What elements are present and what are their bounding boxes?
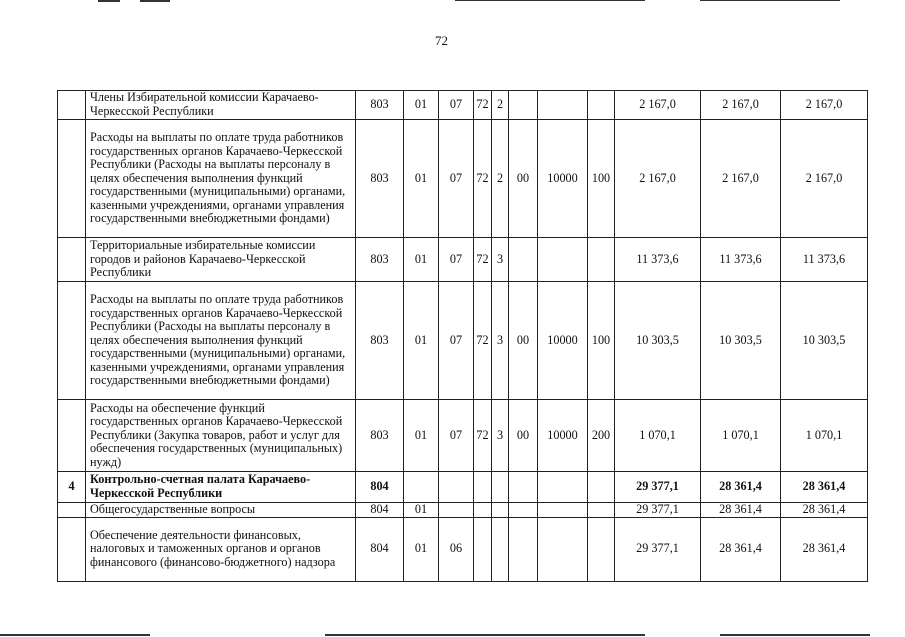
amount-year-3-cell: 10 303,5 xyxy=(781,282,868,400)
direction-code-cell: 00 xyxy=(509,120,538,238)
scan-edge-top-right xyxy=(455,0,645,1)
expense-type-code-cell xyxy=(588,503,615,518)
subsection-code-cell xyxy=(439,503,474,518)
ministry-code-cell: 803 xyxy=(356,400,404,472)
amount-year-1-cell: 29 377,1 xyxy=(615,472,701,503)
table-row xyxy=(58,282,868,400)
amount-year-3-cell: 28 361,4 xyxy=(781,517,868,581)
scan-edge-top-mid xyxy=(140,0,170,2)
row-number-cell xyxy=(58,400,86,472)
table-row xyxy=(58,517,868,581)
expense-type-code-cell xyxy=(588,517,615,581)
expense-name-cell: Территориальные избирательные комиссии городов и районов Карачаево-Черкесской Республики xyxy=(86,238,356,282)
amount-year-2-cell: 2 167,0 xyxy=(701,91,781,120)
subsection-code-cell: 07 xyxy=(439,282,474,400)
program-code-cell: 72 xyxy=(474,91,492,120)
scan-edge-bottom-left xyxy=(0,634,150,636)
expense-name-cell: Расходы на выплаты по оплате труда работников государственных органов Карачаево-Черкесской Республики (Расходы на выплаты персоналу в целях обеспечения выполнения функций государственными (муниципальными) органами, казенными учреждениями, органами управления государственными внебюджетными фондами) xyxy=(86,120,356,238)
expense-direction-code-cell: 10000 xyxy=(538,400,588,472)
direction-code-cell xyxy=(509,91,538,120)
subsection-code-cell: 06 xyxy=(439,517,474,581)
row-number-cell: 4 xyxy=(58,472,86,503)
section-code-cell: 01 xyxy=(404,503,439,518)
direction-code-cell: 00 xyxy=(509,400,538,472)
expense-direction-code-cell: 10000 xyxy=(538,282,588,400)
amount-year-2-cell: 2 167,0 xyxy=(701,120,781,238)
row-number-cell xyxy=(58,503,86,518)
subprogram-code-cell: 3 xyxy=(492,282,509,400)
subprogram-code-cell: 3 xyxy=(492,238,509,282)
expense-type-code-cell: 100 xyxy=(588,282,615,400)
expense-type-code-cell: 100 xyxy=(588,120,615,238)
amount-year-2-cell: 28 361,4 xyxy=(701,472,781,503)
section-code-cell: 01 xyxy=(404,238,439,282)
direction-code-cell xyxy=(509,517,538,581)
amount-year-3-cell: 1 070,1 xyxy=(781,400,868,472)
row-number-cell xyxy=(58,120,86,238)
ministry-code-cell: 803 xyxy=(356,238,404,282)
row-number-cell xyxy=(58,282,86,400)
expense-type-code-cell: 200 xyxy=(588,400,615,472)
expense-name-cell: Общегосударственные вопросы xyxy=(86,503,356,518)
table-row xyxy=(58,400,868,472)
table-row xyxy=(58,91,868,120)
subprogram-code-cell: 3 xyxy=(492,400,509,472)
amount-year-3-cell: 11 373,6 xyxy=(781,238,868,282)
section-code-cell: 01 xyxy=(404,282,439,400)
expense-direction-code-cell xyxy=(538,238,588,282)
table-row xyxy=(58,238,868,282)
direction-code-cell xyxy=(509,238,538,282)
subsection-code-cell: 07 xyxy=(439,400,474,472)
expense-direction-code-cell: 10000 xyxy=(538,120,588,238)
expense-name-cell: Расходы на обеспечение функций государственных органов Карачаево-Черкесской Республики (Закупка товаров, работ и услуг для обеспечения государственных (муниципальных) нужд) xyxy=(86,400,356,472)
amount-year-1-cell: 29 377,1 xyxy=(615,503,701,518)
section-code-cell: 01 xyxy=(404,400,439,472)
expense-type-code-cell xyxy=(588,472,615,503)
amount-year-3-cell: 28 361,4 xyxy=(781,472,868,503)
section-code-cell xyxy=(404,472,439,503)
table-row xyxy=(58,472,868,503)
row-number-cell xyxy=(58,91,86,120)
amount-year-3-cell: 2 167,0 xyxy=(781,91,868,120)
scan-edge-bottom-right xyxy=(720,634,870,636)
ministry-code-cell: 804 xyxy=(356,517,404,581)
scan-edge-top-far xyxy=(700,0,840,1)
row-number-cell xyxy=(58,238,86,282)
scan-edge-top-left xyxy=(98,0,120,2)
amount-year-3-cell: 2 167,0 xyxy=(781,120,868,238)
expense-type-code-cell xyxy=(588,238,615,282)
amount-year-1-cell: 10 303,5 xyxy=(615,282,701,400)
subsection-code-cell: 07 xyxy=(439,91,474,120)
subsection-code-cell: 07 xyxy=(439,238,474,282)
amount-year-3-cell: 28 361,4 xyxy=(781,503,868,518)
expense-name-cell: Расходы на выплаты по оплате труда работников государственных органов Карачаево-Черкесской Республики (Расходы на выплаты персоналу в целях обеспечения выполнения функций государственными (муниципальными) органами, казенными учреждениями, органами управления государственными внебюджетными фондами) xyxy=(86,282,356,400)
amount-year-1-cell: 11 373,6 xyxy=(615,238,701,282)
table-row xyxy=(58,120,868,238)
ministry-code-cell: 803 xyxy=(356,120,404,238)
amount-year-2-cell: 1 070,1 xyxy=(701,400,781,472)
direction-code-cell: 00 xyxy=(509,282,538,400)
ministry-code-cell: 804 xyxy=(356,503,404,518)
direction-code-cell xyxy=(509,503,538,518)
expense-type-code-cell xyxy=(588,91,615,120)
program-code-cell xyxy=(474,517,492,581)
direction-code-cell xyxy=(509,472,538,503)
scan-edge-bottom-mid xyxy=(325,634,645,636)
amount-year-1-cell: 2 167,0 xyxy=(615,91,701,120)
amount-year-2-cell: 10 303,5 xyxy=(701,282,781,400)
budget-table xyxy=(57,90,868,582)
subprogram-code-cell: 2 xyxy=(492,91,509,120)
subprogram-code-cell xyxy=(492,503,509,518)
expense-direction-code-cell xyxy=(538,503,588,518)
program-code-cell: 72 xyxy=(474,282,492,400)
row-number-cell xyxy=(58,517,86,581)
ministry-code-cell: 803 xyxy=(356,91,404,120)
ministry-code-cell: 803 xyxy=(356,282,404,400)
program-code-cell xyxy=(474,503,492,518)
table-row xyxy=(58,503,868,518)
subprogram-code-cell xyxy=(492,517,509,581)
section-code-cell: 01 xyxy=(404,517,439,581)
program-code-cell xyxy=(474,472,492,503)
expense-name-cell: Члены Избирательной комиссии Карачаево-Черкесской Республики xyxy=(86,91,356,120)
amount-year-2-cell: 28 361,4 xyxy=(701,517,781,581)
expense-direction-code-cell xyxy=(538,472,588,503)
program-code-cell: 72 xyxy=(474,120,492,238)
program-code-cell: 72 xyxy=(474,400,492,472)
expense-name-cell: Контрольно-счетная палата Карачаево-Черкесской Республики xyxy=(86,472,356,503)
expense-name-cell: Обеспечение деятельности финансовых, налоговых и таможенных органов и органов финансового (финансово-бюджетного) надзора xyxy=(86,517,356,581)
amount-year-1-cell: 29 377,1 xyxy=(615,517,701,581)
subsection-code-cell xyxy=(439,472,474,503)
amount-year-1-cell: 2 167,0 xyxy=(615,120,701,238)
amount-year-2-cell: 28 361,4 xyxy=(701,503,781,518)
expense-direction-code-cell xyxy=(538,517,588,581)
ministry-code-cell: 804 xyxy=(356,472,404,503)
amount-year-1-cell: 1 070,1 xyxy=(615,400,701,472)
program-code-cell: 72 xyxy=(474,238,492,282)
page-number: 72 xyxy=(435,33,448,48)
amount-year-2-cell: 11 373,6 xyxy=(701,238,781,282)
section-code-cell: 01 xyxy=(404,91,439,120)
subprogram-code-cell: 2 xyxy=(492,120,509,238)
subsection-code-cell: 07 xyxy=(439,120,474,238)
subprogram-code-cell xyxy=(492,472,509,503)
expense-direction-code-cell xyxy=(538,91,588,120)
section-code-cell: 01 xyxy=(404,120,439,238)
